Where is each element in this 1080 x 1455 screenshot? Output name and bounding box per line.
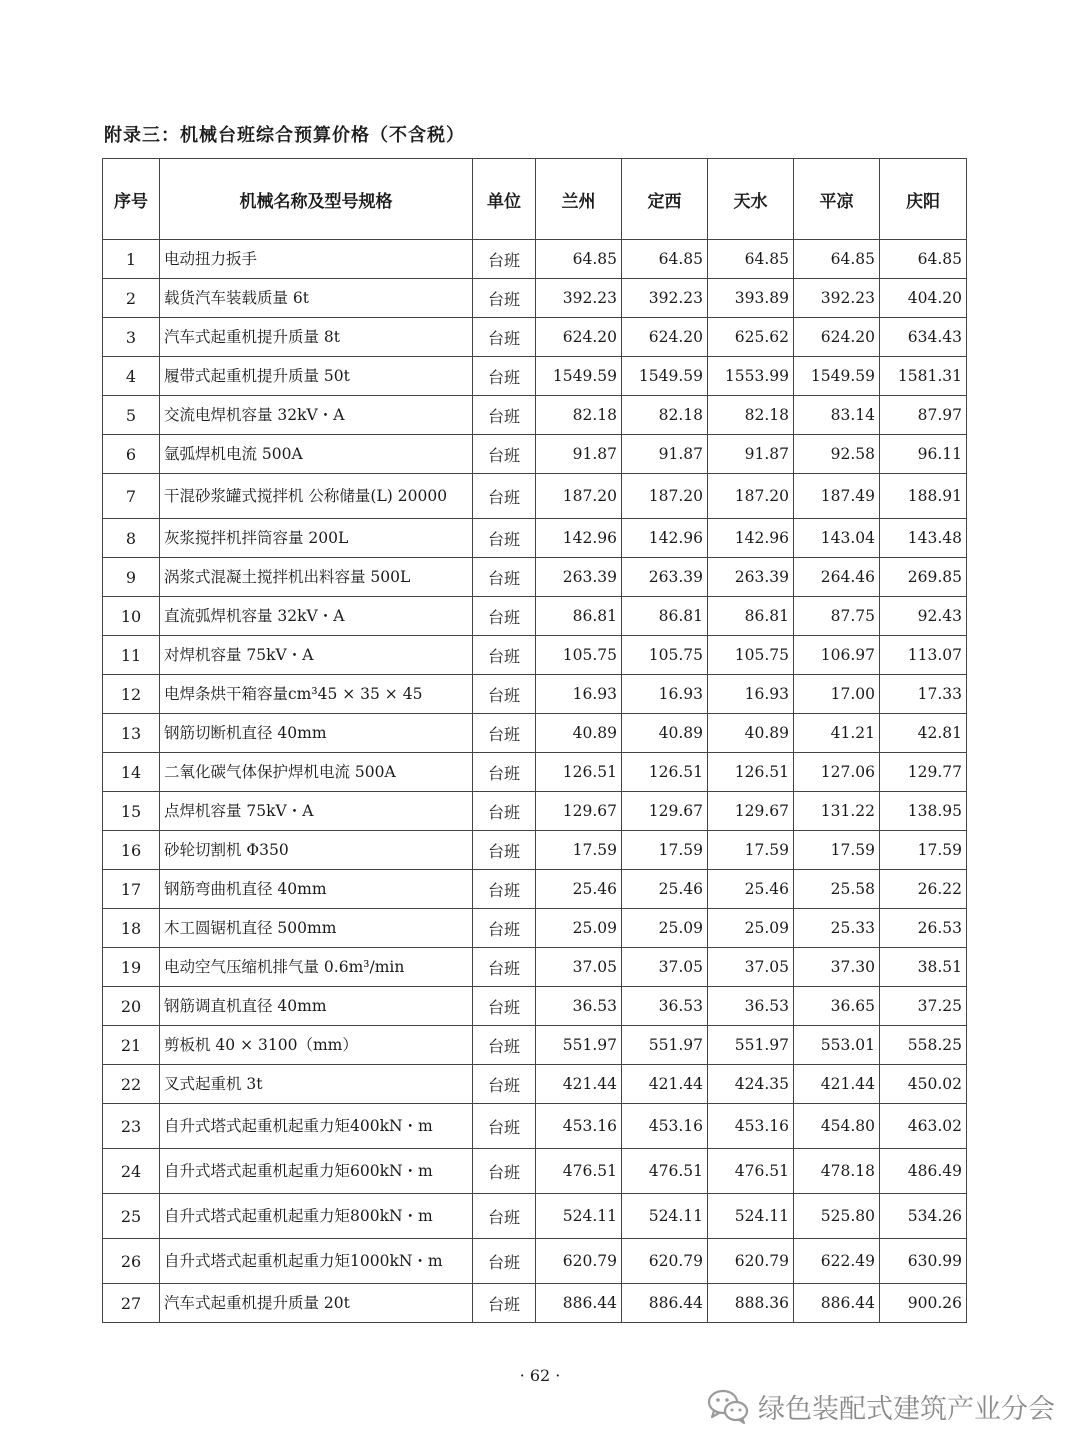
table-row — [103, 831, 967, 870]
price-pingliang: 421.44 — [794, 1065, 880, 1104]
row-index: 9 — [103, 558, 160, 597]
page-title: 附录三：机械台班综合预算价格（不含税） — [104, 125, 465, 146]
price-dingxi: 86.81 — [622, 597, 708, 636]
price-lanzhou: 105.75 — [536, 636, 622, 675]
price-pingliang: 478.18 — [794, 1149, 880, 1194]
price-tianshui: 453.16 — [708, 1104, 794, 1149]
machine-name: 钢筋弯曲机直径 40mm — [160, 870, 473, 909]
unit: 台班 — [473, 279, 536, 318]
header-machine-name: 机械名称及型号规格 — [160, 159, 473, 240]
unit: 台班 — [473, 519, 536, 558]
price-pingliang: 553.01 — [794, 1026, 880, 1065]
unit: 台班 — [473, 948, 536, 987]
table-row — [103, 753, 967, 792]
price-lanzhou: 524.11 — [536, 1194, 622, 1239]
price-qingyang: 1581.31 — [880, 357, 967, 396]
row-index: 1 — [103, 240, 160, 279]
price-qingyang: 634.43 — [880, 318, 967, 357]
unit: 台班 — [473, 792, 536, 831]
header-unit: 单位 — [473, 159, 536, 240]
row-index: 14 — [103, 753, 160, 792]
price-tianshui: 25.09 — [708, 909, 794, 948]
unit: 台班 — [473, 396, 536, 435]
price-pingliang: 64.85 — [794, 240, 880, 279]
price-pingliang: 1549.59 — [794, 357, 880, 396]
price-pingliang: 624.20 — [794, 318, 880, 357]
machine-name: 剪板机 40 × 3100（mm） — [160, 1026, 473, 1065]
table-header-row — [103, 159, 967, 240]
price-qingyang: 404.20 — [880, 279, 967, 318]
price-pingliang: 525.80 — [794, 1194, 880, 1239]
table-row — [103, 675, 967, 714]
machine-name: 二氧化碳气体保护焊机电流 500A — [160, 753, 473, 792]
price-lanzhou: 476.51 — [536, 1149, 622, 1194]
machine-name: 电动扭力扳手 — [160, 240, 473, 279]
price-tianshui: 64.85 — [708, 240, 794, 279]
price-tianshui: 1553.99 — [708, 357, 794, 396]
price-qingyang: 17.33 — [880, 675, 967, 714]
machine-name: 木工圆锯机直径 500mm — [160, 909, 473, 948]
table-row — [103, 1104, 967, 1149]
row-index: 17 — [103, 870, 160, 909]
price-lanzhou: 263.39 — [536, 558, 622, 597]
price-dingxi: 1549.59 — [622, 357, 708, 396]
machine-name: 汽车式起重机提升质量 8t — [160, 318, 473, 357]
table-row — [103, 558, 967, 597]
unit: 台班 — [473, 435, 536, 474]
table-row — [103, 1065, 967, 1104]
row-index: 5 — [103, 396, 160, 435]
price-qingyang: 138.95 — [880, 792, 967, 831]
table-row — [103, 240, 967, 279]
table-row — [103, 792, 967, 831]
header-lanzhou: 兰州 — [536, 159, 622, 240]
price-lanzhou: 25.46 — [536, 870, 622, 909]
header-pingliang: 平凉 — [794, 159, 880, 240]
price-lanzhou: 37.05 — [536, 948, 622, 987]
price-qingyang: 900.26 — [880, 1284, 967, 1323]
price-qingyang: 129.77 — [880, 753, 967, 792]
price-pingliang: 92.58 — [794, 435, 880, 474]
price-tianshui: 25.46 — [708, 870, 794, 909]
unit: 台班 — [473, 987, 536, 1026]
machine-name: 汽车式起重机提升质量 20t — [160, 1284, 473, 1323]
table-row — [103, 987, 967, 1026]
row-index: 16 — [103, 831, 160, 870]
price-dingxi: 886.44 — [622, 1284, 708, 1323]
price-pingliang: 25.33 — [794, 909, 880, 948]
price-pingliang: 187.49 — [794, 474, 880, 519]
price-qingyang: 37.25 — [880, 987, 967, 1026]
price-lanzhou: 40.89 — [536, 714, 622, 753]
machine-name: 对焊机容量 75kV・A — [160, 636, 473, 675]
price-qingyang: 26.53 — [880, 909, 967, 948]
price-dingxi: 524.11 — [622, 1194, 708, 1239]
machine-name: 叉式起重机 3t — [160, 1065, 473, 1104]
price-qingyang: 463.02 — [880, 1104, 967, 1149]
price-tianshui: 888.36 — [708, 1284, 794, 1323]
table-row — [103, 519, 967, 558]
price-dingxi: 16.93 — [622, 675, 708, 714]
table-row — [103, 357, 967, 396]
unit: 台班 — [473, 1104, 536, 1149]
unit: 台班 — [473, 675, 536, 714]
unit: 台班 — [473, 714, 536, 753]
price-tianshui: 524.11 — [708, 1194, 794, 1239]
price-qingyang: 42.81 — [880, 714, 967, 753]
price-dingxi: 421.44 — [622, 1065, 708, 1104]
price-tianshui: 82.18 — [708, 396, 794, 435]
price-pingliang: 17.00 — [794, 675, 880, 714]
row-index: 15 — [103, 792, 160, 831]
machine-name: 自升式塔式起重机起重力矩1000kN・m — [160, 1239, 473, 1284]
price-tianshui: 129.67 — [708, 792, 794, 831]
unit: 台班 — [473, 636, 536, 675]
price-pingliang: 131.22 — [794, 792, 880, 831]
header-index: 序号 — [103, 159, 160, 240]
price-dingxi: 37.05 — [622, 948, 708, 987]
price-lanzhou: 142.96 — [536, 519, 622, 558]
table-row — [103, 870, 967, 909]
price-dingxi: 453.16 — [622, 1104, 708, 1149]
price-pingliang: 886.44 — [794, 1284, 880, 1323]
row-index: 13 — [103, 714, 160, 753]
price-pingliang: 106.97 — [794, 636, 880, 675]
price-qingyang: 269.85 — [880, 558, 967, 597]
price-dingxi: 476.51 — [622, 1149, 708, 1194]
unit: 台班 — [473, 753, 536, 792]
machine-name: 钢筋调直机直径 40mm — [160, 987, 473, 1026]
unit: 台班 — [473, 558, 536, 597]
price-pingliang: 392.23 — [794, 279, 880, 318]
price-dingxi: 129.67 — [622, 792, 708, 831]
unit: 台班 — [473, 909, 536, 948]
unit: 台班 — [473, 1194, 536, 1239]
wechat-icon — [706, 1386, 750, 1426]
price-tianshui: 142.96 — [708, 519, 794, 558]
row-index: 12 — [103, 675, 160, 714]
price-lanzhou: 17.59 — [536, 831, 622, 870]
unit: 台班 — [473, 1239, 536, 1284]
price-pingliang: 87.75 — [794, 597, 880, 636]
table-row — [103, 318, 967, 357]
price-pingliang: 17.59 — [794, 831, 880, 870]
row-index: 7 — [103, 474, 160, 519]
machine-name: 点焊机容量 75kV・A — [160, 792, 473, 831]
table-row — [103, 1239, 967, 1284]
row-index: 20 — [103, 987, 160, 1026]
machine-name: 干混砂浆罐式搅拌机 公称储量(L) 20000 — [160, 474, 473, 519]
unit: 台班 — [473, 1284, 536, 1323]
price-qingyang: 96.11 — [880, 435, 967, 474]
table-row — [103, 597, 967, 636]
row-index: 21 — [103, 1026, 160, 1065]
price-tianshui: 187.20 — [708, 474, 794, 519]
price-dingxi: 187.20 — [622, 474, 708, 519]
price-dingxi: 82.18 — [622, 396, 708, 435]
machine-name: 氩弧焊机电流 500A — [160, 435, 473, 474]
table-row — [103, 474, 967, 519]
row-index: 11 — [103, 636, 160, 675]
price-dingxi: 551.97 — [622, 1026, 708, 1065]
unit: 台班 — [473, 240, 536, 279]
price-qingyang: 87.97 — [880, 396, 967, 435]
price-lanzhou: 551.97 — [536, 1026, 622, 1065]
price-lanzhou: 421.44 — [536, 1065, 622, 1104]
price-qingyang: 113.07 — [880, 636, 967, 675]
unit: 台班 — [473, 1065, 536, 1104]
row-index: 19 — [103, 948, 160, 987]
price-qingyang: 558.25 — [880, 1026, 967, 1065]
row-index: 4 — [103, 357, 160, 396]
watermark-text: 绿色装配式建筑产业分会 — [758, 1393, 1055, 1425]
price-lanzhou: 392.23 — [536, 279, 622, 318]
row-index: 26 — [103, 1239, 160, 1284]
row-index: 25 — [103, 1194, 160, 1239]
watermark — [706, 1386, 1055, 1426]
price-lanzhou: 129.67 — [536, 792, 622, 831]
price-pingliang: 143.04 — [794, 519, 880, 558]
price-dingxi: 126.51 — [622, 753, 708, 792]
machine-name: 交流电焊机容量 32kV・A — [160, 396, 473, 435]
machine-name: 灰浆搅拌机拌筒容量 200L — [160, 519, 473, 558]
price-lanzhou: 82.18 — [536, 396, 622, 435]
price-dingxi: 91.87 — [622, 435, 708, 474]
price-tianshui: 105.75 — [708, 636, 794, 675]
price-lanzhou: 453.16 — [536, 1104, 622, 1149]
budget-price-table — [102, 158, 967, 1323]
unit: 台班 — [473, 318, 536, 357]
price-qingyang: 92.43 — [880, 597, 967, 636]
price-qingyang: 534.26 — [880, 1194, 967, 1239]
page-number: · 62 · — [519, 1366, 561, 1385]
machine-name: 载货汽车装载质量 6t — [160, 279, 473, 318]
price-tianshui: 16.93 — [708, 675, 794, 714]
header-qingyang: 庆阳 — [880, 159, 967, 240]
header-dingxi: 定西 — [622, 159, 708, 240]
price-tianshui: 393.89 — [708, 279, 794, 318]
unit: 台班 — [473, 870, 536, 909]
price-lanzhou: 91.87 — [536, 435, 622, 474]
price-qingyang: 630.99 — [880, 1239, 967, 1284]
table-row — [103, 435, 967, 474]
price-dingxi: 263.39 — [622, 558, 708, 597]
price-dingxi: 40.89 — [622, 714, 708, 753]
price-tianshui: 86.81 — [708, 597, 794, 636]
machine-name: 履带式起重机提升质量 50t — [160, 357, 473, 396]
price-lanzhou: 64.85 — [536, 240, 622, 279]
price-qingyang: 188.91 — [880, 474, 967, 519]
price-qingyang: 486.49 — [880, 1149, 967, 1194]
table-body — [103, 240, 967, 1323]
price-lanzhou: 620.79 — [536, 1239, 622, 1284]
unit: 台班 — [473, 357, 536, 396]
price-tianshui: 551.97 — [708, 1026, 794, 1065]
row-index: 24 — [103, 1149, 160, 1194]
price-pingliang: 127.06 — [794, 753, 880, 792]
price-qingyang: 26.22 — [880, 870, 967, 909]
header-tianshui: 天水 — [708, 159, 794, 240]
price-dingxi: 17.59 — [622, 831, 708, 870]
unit: 台班 — [473, 597, 536, 636]
row-index: 2 — [103, 279, 160, 318]
row-index: 6 — [103, 435, 160, 474]
price-qingyang: 450.02 — [880, 1065, 967, 1104]
unit: 台班 — [473, 1026, 536, 1065]
price-tianshui: 263.39 — [708, 558, 794, 597]
table-row — [103, 1284, 967, 1323]
row-index: 3 — [103, 318, 160, 357]
price-dingxi: 25.46 — [622, 870, 708, 909]
machine-name: 涡浆式混凝土搅拌机出料容量 500L — [160, 558, 473, 597]
price-qingyang: 17.59 — [880, 831, 967, 870]
price-dingxi: 392.23 — [622, 279, 708, 318]
price-dingxi: 620.79 — [622, 1239, 708, 1284]
row-index: 27 — [103, 1284, 160, 1323]
price-tianshui: 40.89 — [708, 714, 794, 753]
price-pingliang: 454.80 — [794, 1104, 880, 1149]
price-dingxi: 64.85 — [622, 240, 708, 279]
price-pingliang: 37.30 — [794, 948, 880, 987]
table-row — [103, 948, 967, 987]
price-pingliang: 41.21 — [794, 714, 880, 753]
price-dingxi: 624.20 — [622, 318, 708, 357]
unit: 台班 — [473, 474, 536, 519]
price-lanzhou: 886.44 — [536, 1284, 622, 1323]
row-index: 23 — [103, 1104, 160, 1149]
machine-name: 电焊条烘干箱容量cm³45 × 35 × 45 — [160, 675, 473, 714]
price-pingliang: 622.49 — [794, 1239, 880, 1284]
price-lanzhou: 16.93 — [536, 675, 622, 714]
price-dingxi: 36.53 — [622, 987, 708, 1026]
table-row — [103, 636, 967, 675]
price-lanzhou: 624.20 — [536, 318, 622, 357]
price-lanzhou: 187.20 — [536, 474, 622, 519]
price-tianshui: 126.51 — [708, 753, 794, 792]
row-index: 18 — [103, 909, 160, 948]
price-pingliang: 83.14 — [794, 396, 880, 435]
table-row — [103, 1194, 967, 1239]
price-tianshui: 620.79 — [708, 1239, 794, 1284]
price-tianshui: 37.05 — [708, 948, 794, 987]
price-lanzhou: 36.53 — [536, 987, 622, 1026]
price-pingliang: 36.65 — [794, 987, 880, 1026]
row-index: 8 — [103, 519, 160, 558]
price-qingyang: 64.85 — [880, 240, 967, 279]
price-qingyang: 38.51 — [880, 948, 967, 987]
price-tianshui: 36.53 — [708, 987, 794, 1026]
table-row — [103, 909, 967, 948]
table-row — [103, 1149, 967, 1194]
price-lanzhou: 126.51 — [536, 753, 622, 792]
price-tianshui: 17.59 — [708, 831, 794, 870]
machine-name: 直流弧焊机容量 32kV・A — [160, 597, 473, 636]
machine-name: 钢筋切断机直径 40mm — [160, 714, 473, 753]
table-row — [103, 279, 967, 318]
price-tianshui: 91.87 — [708, 435, 794, 474]
table-row — [103, 714, 967, 753]
machine-name: 电动空气压缩机排气量 0.6m³/min — [160, 948, 473, 987]
price-tianshui: 424.35 — [708, 1065, 794, 1104]
table-row — [103, 1026, 967, 1065]
price-tianshui: 476.51 — [708, 1149, 794, 1194]
price-lanzhou: 86.81 — [536, 597, 622, 636]
machine-name: 砂轮切割机 Φ350 — [160, 831, 473, 870]
unit: 台班 — [473, 1149, 536, 1194]
price-dingxi: 105.75 — [622, 636, 708, 675]
machine-name: 自升式塔式起重机起重力矩600kN・m — [160, 1149, 473, 1194]
machine-name: 自升式塔式起重机起重力矩800kN・m — [160, 1194, 473, 1239]
price-pingliang: 25.58 — [794, 870, 880, 909]
row-index: 10 — [103, 597, 160, 636]
price-tianshui: 625.62 — [708, 318, 794, 357]
price-pingliang: 264.46 — [794, 558, 880, 597]
price-dingxi: 25.09 — [622, 909, 708, 948]
table-row — [103, 396, 967, 435]
price-dingxi: 142.96 — [622, 519, 708, 558]
price-lanzhou: 25.09 — [536, 909, 622, 948]
machine-name: 自升式塔式起重机起重力矩400kN・m — [160, 1104, 473, 1149]
row-index: 22 — [103, 1065, 160, 1104]
price-qingyang: 143.48 — [880, 519, 967, 558]
unit: 台班 — [473, 831, 536, 870]
price-lanzhou: 1549.59 — [536, 357, 622, 396]
